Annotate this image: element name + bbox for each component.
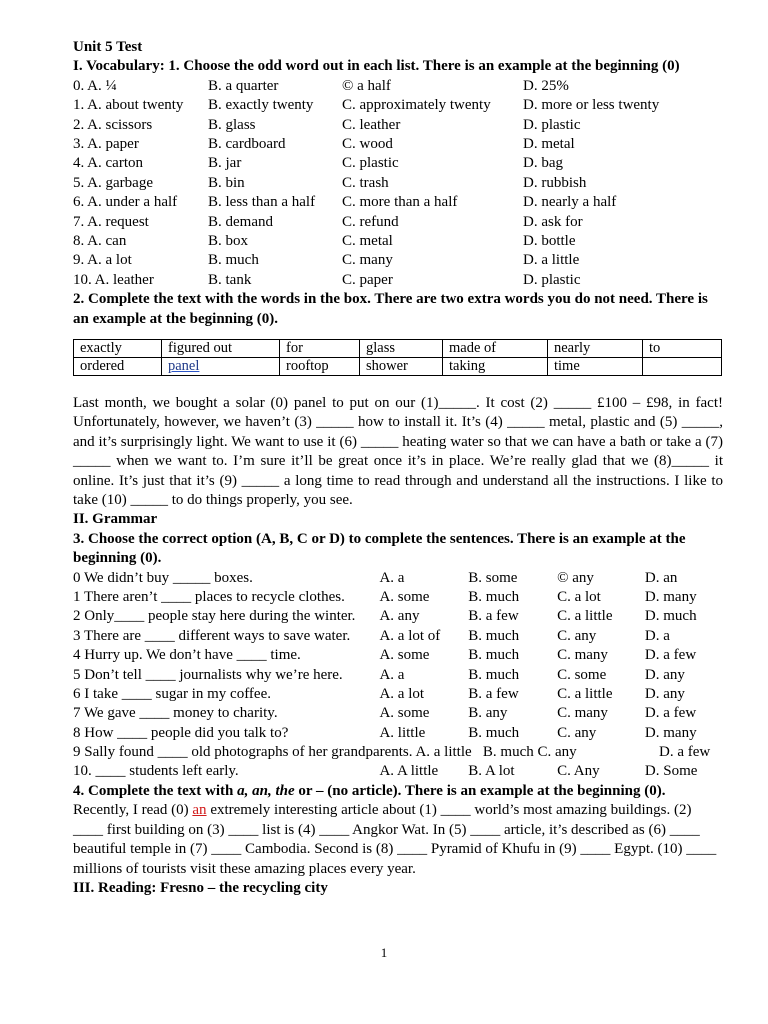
word-box-cell: time: [548, 357, 643, 375]
reading-heading: III. Reading: Fresno – the recycling city: [73, 879, 328, 896]
option: C. trash: [342, 174, 389, 191]
option: B. much: [468, 627, 520, 644]
question-row: [73, 724, 723, 743]
vocabulary-item: [73, 96, 723, 115]
option: B. jar: [208, 155, 242, 172]
option: C. paper: [342, 271, 393, 288]
option: B. some: [468, 569, 518, 586]
option: D. any: [644, 666, 685, 683]
option: A. a: [379, 569, 405, 586]
option: 4. A. carton: [73, 155, 143, 172]
option: A. some: [379, 647, 430, 664]
example-answer: an: [192, 802, 207, 819]
question-text: 1 There aren’t ____ places to recycle clothes.: [73, 588, 345, 605]
option: C. some: [557, 666, 607, 683]
question-text: 3 There are ____ different ways to save water.: [73, 627, 351, 644]
grammar-heading: II. Grammar: [73, 511, 158, 528]
option: © a half: [342, 77, 391, 94]
question-row: [73, 588, 723, 607]
option: B. A lot: [468, 763, 515, 780]
option: C. a little: [557, 685, 613, 702]
option: C. more than a half: [342, 194, 458, 211]
solar-panel-text: Last month, we bought a solar (0) panel to put on our (1)_____. It cost (2) _____ £100 – £98, in fact! Unfortunately, however, we haven’t (3) _____ how to install it. It’s (4) _____ metal, plastic and (5) _____, and it’s surprisingly light. We want to use it (6) _____ heating water so that we can have a bath or take a (7) _____ when we want to. I’m sure it’ll be great once it’s in place. We’re really glad that we (8)_____ it online. It’s just that it’s (9) _____ a long time to read through and understand all the instructions. I like to take (10) _____ to do things properly, you see.: [73, 394, 723, 508]
vocabulary-item: [73, 154, 723, 173]
option: D. plastic: [523, 271, 581, 288]
vocabulary-item: [73, 135, 723, 154]
word-box-cell: [643, 357, 722, 375]
word-box: [73, 339, 722, 376]
option: D. an: [644, 569, 678, 586]
option: 0. A. ¼: [73, 77, 117, 94]
option: D. many: [644, 724, 697, 741]
option: C. Any: [557, 763, 600, 780]
option: C. a little: [557, 608, 613, 625]
option: A. a lot of: [379, 627, 441, 644]
articles-heading: 4. Complete the text with a, an, the or – (no article). There is an example at the beginning (0).: [73, 782, 666, 799]
vocabulary-item: [73, 77, 723, 96]
option: C. many: [557, 647, 608, 664]
question-row: [73, 685, 723, 704]
option: B. tank: [208, 271, 252, 288]
word-box-cell: exactly: [74, 339, 162, 357]
word-box-cell: rooftop: [280, 357, 360, 375]
option: 7. A. request: [73, 213, 149, 230]
word-box-cell: [162, 357, 280, 375]
vocabulary-item: [73, 232, 723, 251]
question-row: [73, 607, 723, 626]
option: A. A little: [379, 763, 439, 780]
option: B. much: [468, 666, 520, 683]
question-row: [73, 704, 723, 723]
option: B. much: [468, 724, 520, 741]
option: A. a lot: [379, 685, 425, 702]
vocabulary-item: [73, 174, 723, 193]
option: D. more or less twenty: [523, 97, 660, 114]
word-box-row: [74, 357, 722, 375]
option: D. Some: [644, 763, 698, 780]
option: D. many: [644, 588, 697, 605]
question-text: 4 Hurry up. We don’t have ____ time.: [73, 647, 301, 664]
example-word: panel: [168, 357, 200, 374]
option: C. a lot: [557, 588, 601, 605]
option: A. some: [379, 588, 430, 605]
vocabulary-item: [73, 251, 723, 270]
option: D. bottle: [523, 232, 576, 249]
option: C. metal: [342, 232, 393, 249]
multiple-choice-heading: 3. Choose the correct option (A, B, C or D) to complete the sentences. There is an example at the beginning (0).: [73, 530, 686, 567]
box-exercise-heading: 2. Complete the text with the words in the box. There are two extra words you do not need. There is an example at the beginning (0).: [73, 291, 708, 327]
option: D. 25%: [523, 77, 569, 94]
option: 2. A. scissors: [73, 116, 153, 133]
option: D. a little: [523, 252, 580, 269]
option: 1. A. about twenty: [73, 97, 184, 114]
option: D. a few: [644, 647, 697, 664]
option: D. a: [644, 627, 670, 644]
question-text: 5 Don’t tell ____ journalists why we’re here.: [73, 666, 343, 683]
option: B. much: [208, 252, 259, 269]
option: B. a few: [468, 608, 519, 625]
option: B. cardboard: [208, 135, 286, 152]
option: D. ask for: [523, 213, 583, 230]
option: D. metal: [523, 135, 575, 152]
word-box-cell: nearly: [548, 339, 643, 357]
option: B. less than a half: [208, 194, 316, 211]
question-text: 9 Sally found ____ old photographs of her grandparents. A. a little B. much C. any: [73, 744, 577, 761]
word-box-cell: to: [643, 339, 722, 357]
option: B. a quarter: [208, 77, 279, 94]
word-box-cell: for: [280, 339, 360, 357]
option: C. refund: [342, 213, 399, 230]
word-box-cell: figured out: [162, 339, 280, 357]
question-row: [73, 666, 723, 685]
option: D. a few: [644, 705, 697, 722]
option: D. plastic: [523, 116, 581, 133]
vocabulary-item: [73, 116, 723, 135]
option: A. some: [379, 705, 430, 722]
question-text: 7 We gave ____ money to charity.: [73, 705, 278, 722]
unit-title: Unit 5 Test: [73, 39, 143, 55]
option: 8. A. can: [73, 232, 127, 249]
option: D. any: [644, 685, 685, 702]
word-box-cell: ordered: [74, 357, 162, 375]
page-number: 1: [380, 945, 388, 960]
option: D. bag: [523, 155, 563, 172]
multiple-choice-list: [73, 569, 723, 782]
option: B. bin: [208, 174, 245, 191]
option: 3. A. paper: [73, 135, 139, 152]
question-row: [73, 762, 723, 781]
option: A. any: [379, 608, 420, 625]
option: D. a few: [659, 744, 711, 761]
question-text: 6 I take ____ sugar in my coffee.: [73, 685, 271, 702]
vocabulary-item: [73, 271, 723, 290]
option: A. a: [379, 666, 405, 683]
option: D. nearly a half: [523, 194, 617, 211]
option: B. demand: [208, 213, 273, 230]
word-box-row: [74, 339, 722, 357]
question-text: 8 How ____ people did you talk to?: [73, 724, 289, 741]
word-box-cell: taking: [443, 357, 548, 375]
option: B. box: [208, 232, 249, 249]
option: 10. A. leather: [73, 271, 154, 288]
option: © any: [557, 569, 594, 586]
question-row: [73, 569, 723, 588]
option: A. little: [379, 724, 426, 741]
option: B. a few: [468, 685, 519, 702]
option: C. many: [342, 252, 393, 269]
option: B. glass: [208, 116, 256, 133]
option: B. exactly twenty: [208, 97, 314, 114]
option: 5. A. garbage: [73, 174, 153, 191]
articles-text: Recently, I read (0) an extremely interesting article about (1) ____ world’s most amazing buildings. (2) ____ first building on (3) ____ list is (4) ____ Angkor Wat. In (5) ____ article, it’s described as (6) ____ beautiful temple in (7) ____ Cambodia. Second is (8) ____ Pyramid of Khufu in (9) ____ Egypt. (10) ____ millions of tourists visit these amazing places every year.: [73, 802, 717, 877]
option: 6. A. under a half: [73, 194, 178, 211]
option: C. leather: [342, 116, 401, 133]
vocabulary-item: [73, 213, 723, 232]
option: B. much: [468, 647, 520, 664]
option: B. much: [468, 588, 520, 605]
question-text: 0 We didn’t buy _____ boxes.: [73, 569, 253, 586]
question-row: [73, 646, 723, 665]
word-box-cell: shower: [360, 357, 443, 375]
option: C. many: [557, 705, 608, 722]
option: B. any: [468, 705, 508, 722]
option: C. approximately twenty: [342, 97, 491, 114]
option: C. plastic: [342, 155, 399, 172]
option: D. much: [644, 608, 697, 625]
option: 9. A. a lot: [73, 252, 132, 269]
option: D. rubbish: [523, 174, 587, 191]
question-text: 10. ____ students left early.: [73, 763, 239, 780]
test-page: [73, 38, 723, 898]
question-row: [73, 627, 723, 646]
word-box-cell: glass: [360, 339, 443, 357]
option: C. any: [557, 724, 597, 741]
question-row: [73, 743, 723, 762]
word-box-cell: made of: [443, 339, 548, 357]
vocabulary-heading: I. Vocabulary: 1. Choose the odd word out in each list. There is an example at the beginning (0): [73, 58, 680, 75]
question-text: 2 Only____ people stay here during the winter.: [73, 608, 356, 625]
vocabulary-list: [73, 77, 723, 290]
option: C. any: [557, 627, 597, 644]
vocabulary-item: [73, 193, 723, 212]
option: C. wood: [342, 135, 393, 152]
